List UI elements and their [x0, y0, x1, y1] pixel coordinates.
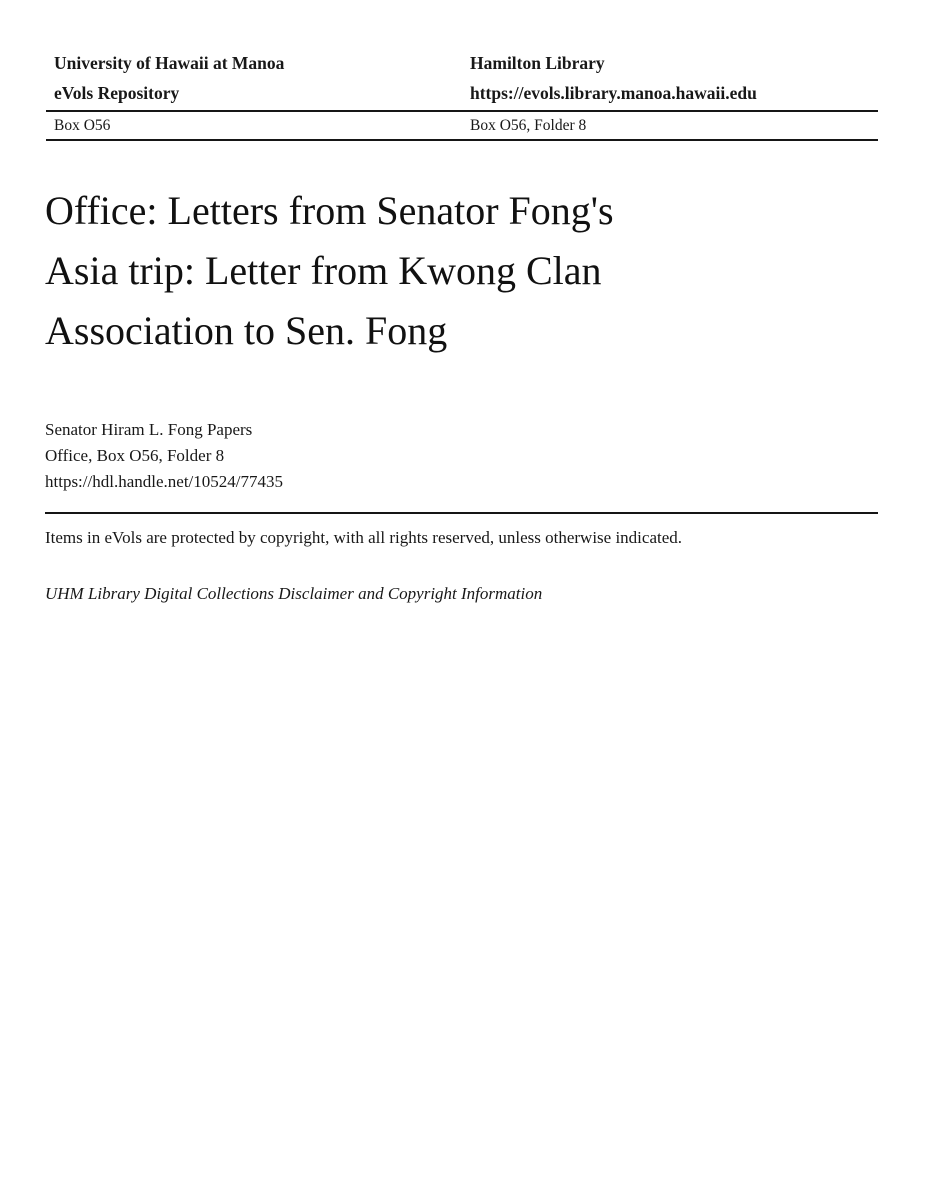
header-sub-row [46, 112, 878, 141]
repository-name: eVols Repository [54, 83, 180, 103]
divider-rule [45, 512, 878, 514]
document-title [45, 181, 614, 361]
library-name: Hamilton Library [470, 53, 605, 73]
header-right-cell [462, 48, 878, 108]
document-title-line-2: Asia trip: Letter from Kwong Clan [45, 248, 602, 293]
disclaimer-copyright-link[interactable]: UHM Library Digital Collections Disclaimer and Copyright Information [45, 584, 543, 603]
header-table [46, 48, 878, 141]
institution-name: University of Hawaii at Manoa [54, 53, 285, 73]
metadata-block [45, 417, 283, 495]
collection-name: Senator Hiram L. Fong Papers [45, 420, 253, 439]
copyright-notice: Items in eVols are protected by copyright, with all rights reserved, unless otherwise indicated. [45, 528, 683, 547]
document-title-line-1: Office: Letters from Senator Fong's [45, 188, 614, 233]
handle-url-link[interactable]: https://hdl.handle.net/10524/77435 [45, 472, 283, 491]
collection-location: Office, Box O56, Folder 8 [45, 446, 225, 465]
document-title-line-3: Association to Sen. Fong [45, 308, 448, 353]
header-left-cell [46, 48, 462, 108]
header-main-row [46, 48, 878, 112]
repository-url-link[interactable]: https://evols.library.manoa.hawaii.edu [470, 83, 757, 103]
box-label: Box O56 [54, 117, 111, 134]
box-folder-label: Box O56, Folder 8 [470, 117, 587, 134]
